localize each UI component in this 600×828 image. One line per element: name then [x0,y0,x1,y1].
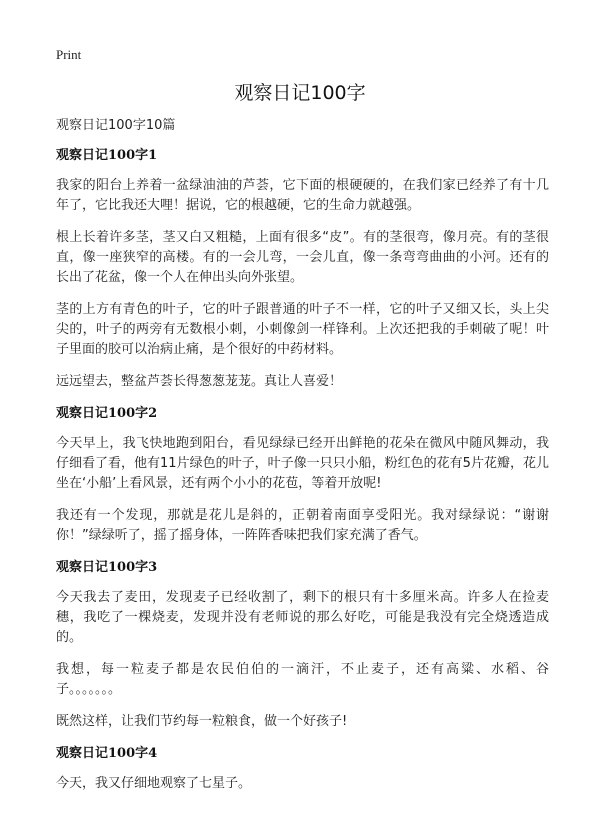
section-heading: 观察日记100字4 [56,746,158,761]
section-1 [56,146,549,392]
paragraph: 今天我去了麦田，发现麦子已经收割了，剩下的根只有十多厘米高。许多人在捡麦穗，我吃了一棵烧麦，发现并没有老师说的那么好吃，可能是我没有完全烧透造成的。 [56,590,549,645]
section-heading: 观察日记100字3 [56,560,158,575]
section-2 [56,404,549,546]
page-title: 观察日记100字 [234,82,366,104]
paragraph: 茎的上方有青色的叶子，它的叶子跟普通的叶子不一样，它的叶子又细又长，头上尖尖的，叶子的两旁有无数根小刺，小刺像剑一样锋利。上次还把我的手刺破了呢！叶子里面的胶可以治病止痛，是个很好的中药材料。 [56,302,549,357]
section-heading: 观察日记100字1 [56,148,158,163]
paragraph: 我家的阳台上养着一盆绿油油的芦荟，它下面的根硬硬的，在我们家已经养了有十几年了，它比我还大哩！据说，它的根越硬，它的生命力就越强。 [56,178,549,213]
paragraph: 今天早上，我飞快地跑到阳台，看见绿绿已经开出鲜艳的花朵在微风中随风舞动，我仔细看了看，他有11片绿色的叶子，叶子像一只只小船，粉红色的花有5片花瓣，花儿坐在‘小船’上看风景，还有两个小小的花苞，等着开放呢! [56,436,549,491]
article-subtitle: 观察日记100字10篇 [56,118,176,133]
print-link[interactable]: Print [56,47,82,62]
paragraph: 远远望去，整盆芦荟长得葱葱茏茏。真让人喜爱！ [56,374,343,389]
paragraph: 今天，我又仔细地观察了七星子。 [56,776,252,791]
paragraph: 我还有一个发现，那就是花儿是斜的，正朝着南面享受阳光。我对绿绿说：“谢谢你！”绿绿听了，摇了摇身体，一阵阵香味把我们家充满了香气。 [56,508,549,543]
section-3 [56,558,549,732]
section-heading: 观察日记100字2 [56,406,158,421]
paragraph: 我想，每一粒麦子都是农民伯伯的一滴汗，不止麦子，还有高粱、水稻、谷子。。。。。。。 [56,662,549,697]
paragraph: 既然这样，让我们节约每一粒粮食，做一个好孩子! [56,714,348,729]
section-4 [56,744,549,794]
paragraph: 根上长着许多茎，茎又白又粗糙，上面有很多“皮”。有的茎很弯，像月亮。有的茎很直，像一座狭窄的高楼。有的一会儿弯，一会儿直，像一条弯弯曲曲的小河。还有的长出了花盆，像一个人在伸出头向外张望。 [56,230,549,285]
article-body [56,116,549,806]
